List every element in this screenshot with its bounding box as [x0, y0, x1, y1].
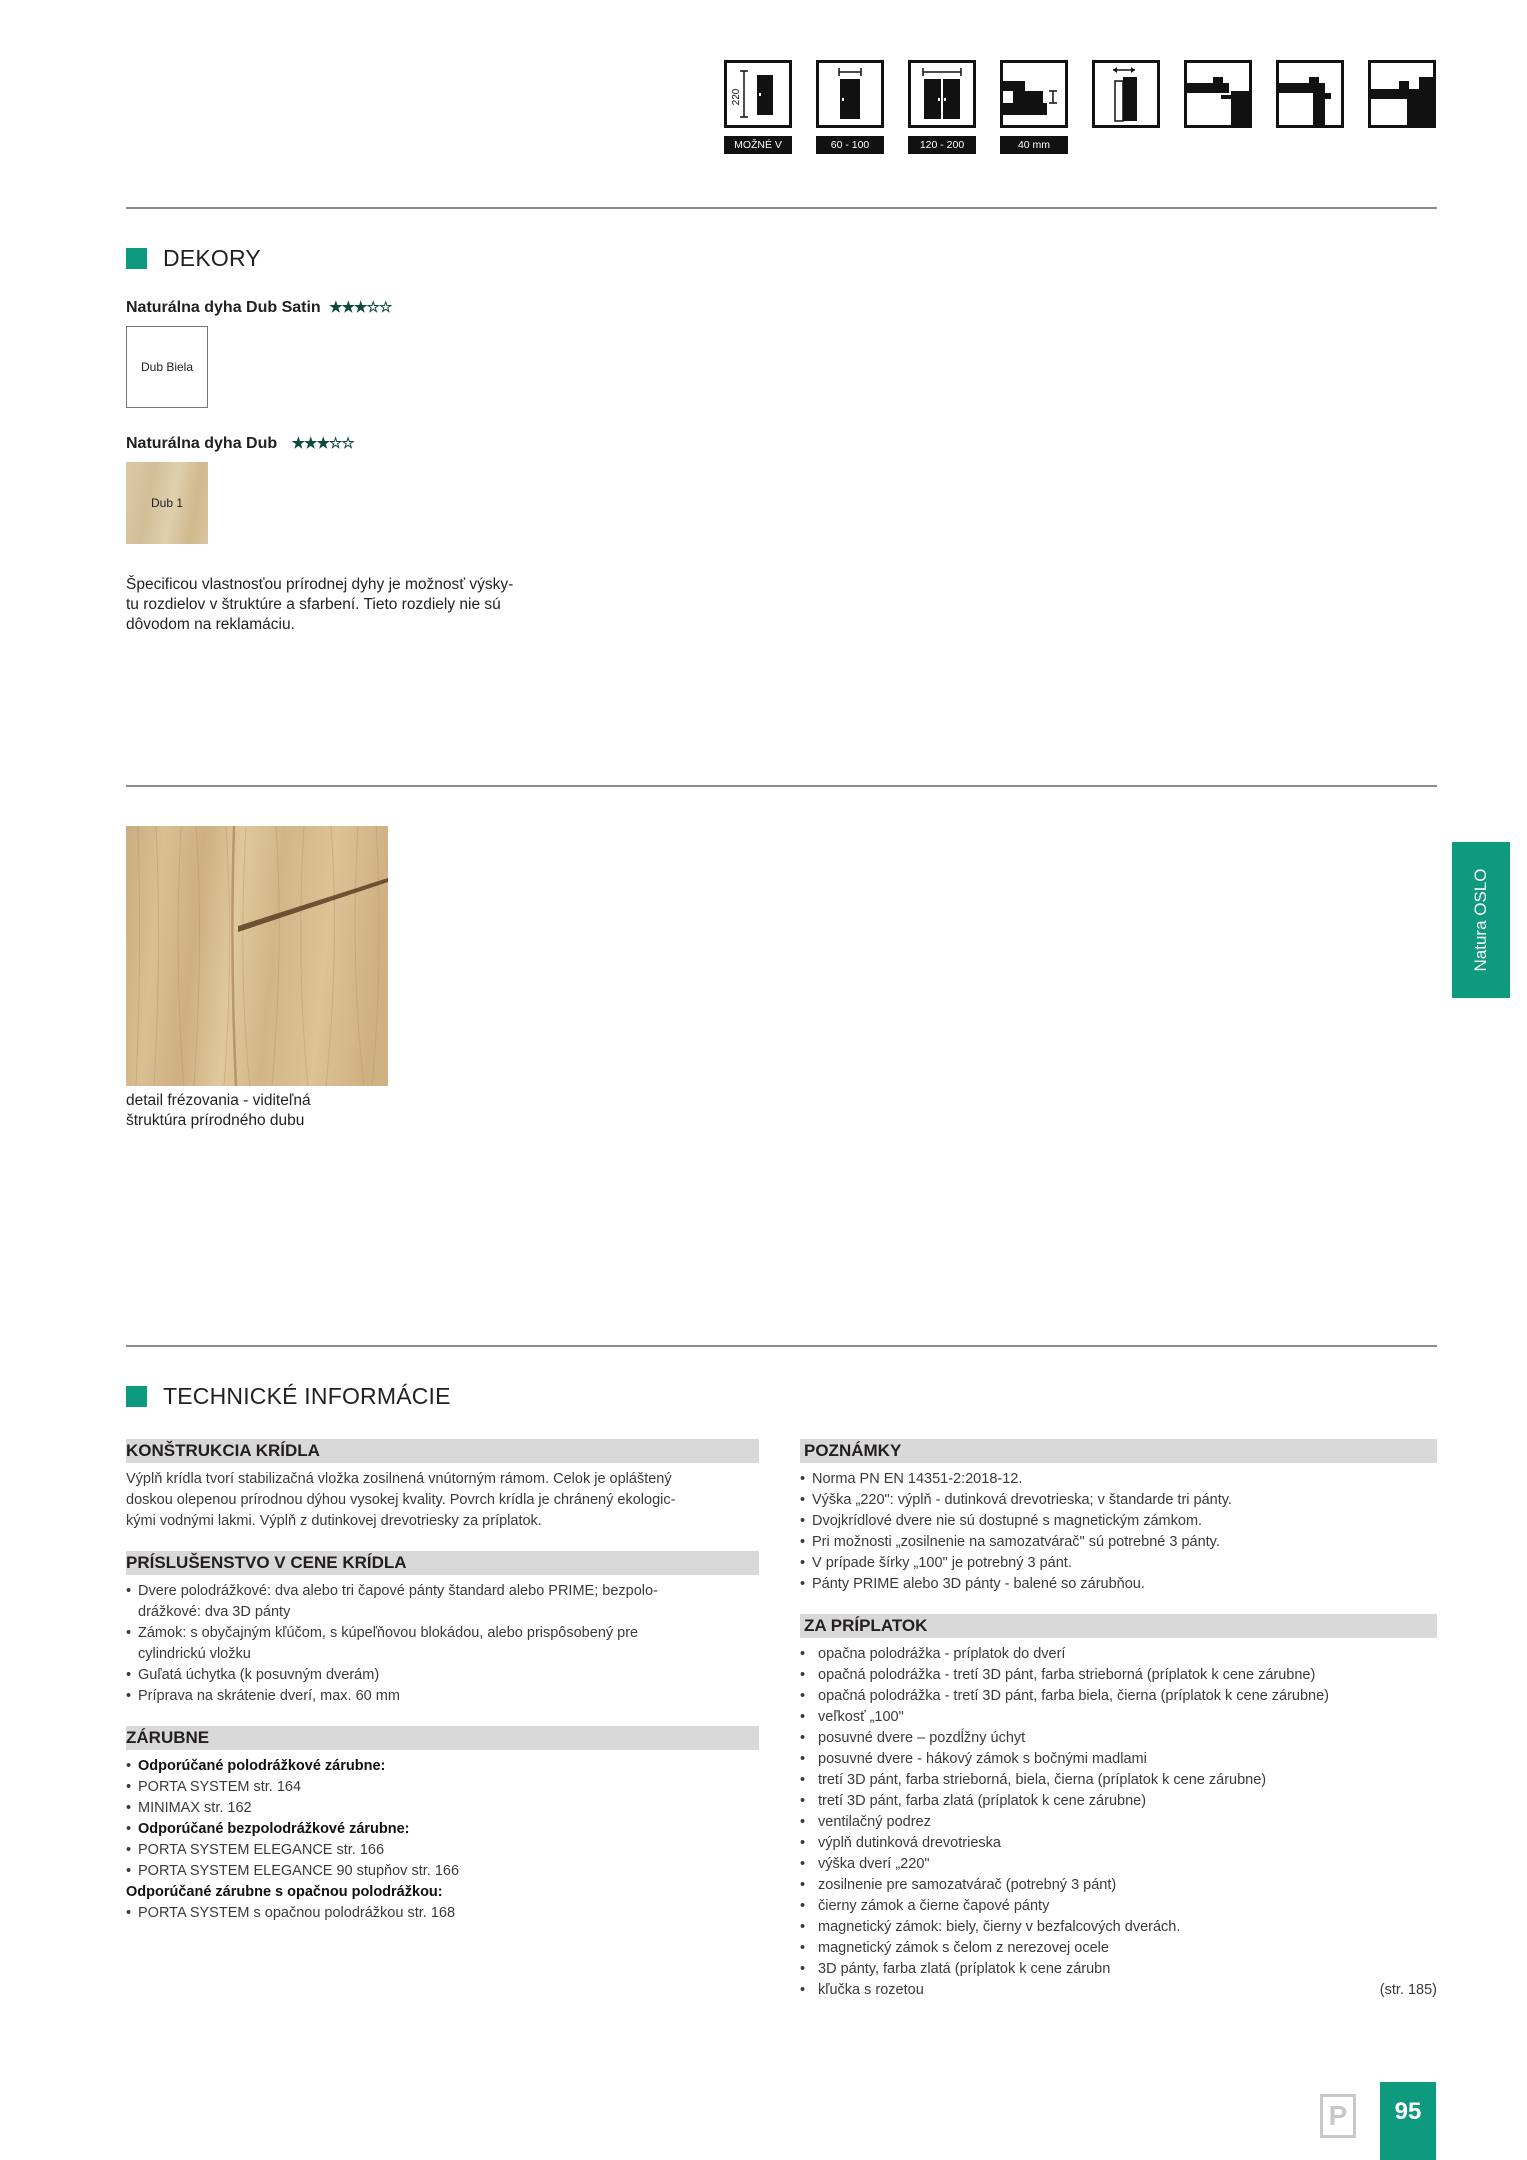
logo-letter: P — [1328, 2100, 1348, 2131]
konstrukcia-line: doskou olepenou prírodnou dýhou vysokej kvality. Povrch krídla je chránený ekologic- — [126, 1492, 676, 1508]
list-item — [126, 1882, 766, 1903]
list-item-text: Odporúčané zárubne s opačnou polodrážkou: — [126, 1884, 443, 1900]
height-value: 220 — [731, 88, 742, 106]
veneer-note-line: dôvodom na reklamáciu. — [126, 616, 295, 633]
konstrukcia-line: kými vodnými lakmi. Výplň z dutinkovej drevotriesky za príplatok. — [126, 1513, 542, 1529]
divider-middle — [126, 785, 1437, 787]
list-item: • čierny zámok a čierne čapové pánty — [800, 1896, 1437, 1917]
list-item: • veľkosť „100" — [800, 1707, 1437, 1728]
swatch-dub-1[interactable] — [126, 462, 208, 544]
subhead-poznamky: POZNÁMKY — [800, 1439, 1437, 1463]
icon-label-thickness: 40 mm — [1000, 136, 1068, 154]
list-item: • kľučka s rozetou — [800, 1980, 1437, 2001]
konstrukcia-text — [126, 1469, 766, 1532]
list-item: • magnetický zámok s čelom z nerezovej ocele — [800, 1938, 1437, 1959]
list-item: • opačná polodrážka - tretí 3D pánt, farba biela, čierna (príplatok k cene zárubne) — [800, 1686, 1437, 1707]
list-item — [126, 1819, 766, 1840]
section-marker-icon — [126, 248, 147, 269]
priplatok-list — [800, 1644, 1437, 2001]
section-dekory — [126, 245, 261, 272]
list-item: • Dvere polodrážkové: dva alebo tri čapové pánty štandard alebo PRIME; bezpolo- — [126, 1581, 766, 1602]
rebated-door-icon — [1184, 60, 1252, 128]
rating-stars-icon: ★★★☆☆ — [329, 299, 392, 316]
collection-side-tab — [1452, 842, 1510, 998]
icon-label-height: MOŽNÉ V 220 — [724, 136, 792, 154]
list-item: drážkové: dva 3D pánty — [138, 1604, 291, 1620]
veneer-note — [126, 575, 586, 635]
list-item: • V prípade šírky „100" je potrebný 3 pánt. — [800, 1553, 1440, 1574]
list-item: • 3D pánty, farba zlatá (príplatok k cene zárubn — [800, 1959, 1437, 1980]
list-item: • MINIMAX str. 162 — [126, 1798, 766, 1819]
prislusenstvo-list — [126, 1581, 766, 1707]
list-item-text: Odporúčané polodrážkové zárubne: — [138, 1758, 386, 1774]
list-item: • tretí 3D pánt, farba strieborná, biela, čierna (príplatok k cene zárubne) — [800, 1770, 1437, 1791]
list-item: • posuvné dvere – pozdĺžny úchyt — [800, 1728, 1437, 1749]
list-item: • Pri možnosti „zosilnenie na samozatvárač" sú potrebné 3 pánty. — [800, 1532, 1440, 1553]
list-item: • Príprava na skrátenie dverí, max. 60 mm — [126, 1686, 766, 1707]
section-title-dekory: DEKORY — [163, 245, 261, 271]
swatch-label: Dub Biela — [140, 360, 194, 374]
list-item — [126, 1756, 766, 1777]
detail-caption — [126, 1091, 446, 1131]
list-item: • Norma PN EN 14351-2:2018-12. — [800, 1469, 1440, 1490]
divider-top — [126, 207, 1437, 209]
door-double-width-icon — [908, 60, 976, 128]
list-item: • PORTA SYSTEM ELEGANCE 90 stupňov str. 166 — [126, 1861, 766, 1882]
decor-group-name: Naturálna dyha Dub — [126, 435, 278, 452]
list-item: • PORTA SYSTEM str. 164 — [126, 1777, 766, 1798]
decor-group-name: Naturálna dyha Dub Satin — [126, 299, 321, 316]
veneer-note-line: tu rozdielov v štruktúre a sfarbení. Tieto rozdiely nie sú — [126, 596, 501, 613]
door-height-icon — [724, 60, 792, 128]
list-item: • magnetický zámok: biely, čierny v bezfalcových dverách. — [800, 1917, 1437, 1938]
list-item: • výška dverí „220" — [800, 1854, 1437, 1875]
decor-group-title — [126, 434, 354, 453]
thickness-icon — [1000, 60, 1068, 128]
frame-rebate-icon — [1092, 60, 1160, 128]
icon-label-single-width: 60 - 100 — [816, 136, 884, 154]
swatch-label: Dub 1 — [150, 496, 184, 510]
divider-bottom — [126, 1345, 1437, 1347]
list-item-text: Odporúčané bezpolodrážkové zárubne: — [138, 1821, 410, 1837]
subhead-konstrukcia: KONŠTRUKCIA KRÍDLA — [126, 1439, 759, 1463]
porta-logo-icon — [1320, 2094, 1356, 2138]
subhead-priplatok: ZA PRÍPLATOK — [800, 1614, 1437, 1638]
page-reference: (str. 185) — [1379, 1982, 1437, 1998]
list-item: • výplň dutinková drevotrieska — [800, 1833, 1437, 1854]
detail-caption-line: štruktúra prírodného dubu — [126, 1112, 305, 1129]
list-item: • opačná polodrážka - tretí 3D pánt, farba strieborná (príplatok k cene zárubne) — [800, 1665, 1437, 1686]
non-rebated-door-icon — [1368, 60, 1436, 128]
swatch-dub-biela[interactable] — [126, 326, 208, 408]
wood-detail-photo — [126, 826, 388, 1086]
section-marker-icon — [126, 1386, 147, 1407]
list-item: • Dvojkrídlové dvere nie sú dostupné s magnetickým zámkom. — [800, 1511, 1440, 1532]
section-title-technical: TECHNICKÉ INFORMÁCIE — [163, 1383, 451, 1409]
rebated-door-2-icon — [1276, 60, 1344, 128]
poznamky-list — [800, 1469, 1440, 1595]
list-item: • opačna polodrážka - príplatok do dverí — [800, 1644, 1437, 1665]
veneer-note-line: Špecificou vlastnosťou prírodnej dyhy je možnosť výsky- — [126, 576, 514, 593]
list-item: cylindrickú vložku — [138, 1646, 251, 1662]
section-technical — [126, 1383, 451, 1410]
list-item: • zosilnenie pre samozatvárač (potrebný 3 pánt) — [800, 1875, 1437, 1896]
list-item: • posuvné dvere - hákový zámok s bočnými madlami — [800, 1749, 1437, 1770]
konstrukcia-line: Výplň krídla tvorí stabilizačná vložka zosilnená vnútorným rámom. Celok je opláštený — [126, 1471, 672, 1487]
collection-side-tab-label: Natura OSLO — [1471, 868, 1490, 972]
icon-label-double-width: 120 - 200 — [908, 136, 976, 154]
detail-caption-line: detail frézovania - viditeľná — [126, 1092, 311, 1109]
decor-group-title — [126, 298, 391, 317]
list-item: • Zámok: s obyčajným kľúčom, s kúpeľňovou blokádou, alebo prispôsobený pre — [126, 1623, 766, 1644]
list-item: • ventilačný podrez — [800, 1812, 1437, 1833]
subhead-prislusenstvo: PRÍSLUŠENSTVO V CENE KRÍDLA — [126, 1551, 759, 1575]
list-item: • Pánty PRIME alebo 3D pánty - balené so zárubňou. — [800, 1574, 1440, 1595]
list-item: • Guľatá úchytka (k posuvným dverám) — [126, 1665, 766, 1686]
zarubne-list — [126, 1756, 766, 1924]
door-single-width-icon — [816, 60, 884, 128]
rating-stars-icon: ★★★☆☆ — [291, 435, 354, 452]
list-item: • PORTA SYSTEM s opačnou polodrážkou str. 168 — [126, 1903, 766, 1924]
list-item: • PORTA SYSTEM ELEGANCE str. 166 — [126, 1840, 766, 1861]
list-item: • tretí 3D pánt, farba zlatá (príplatok k cene zárubne) — [800, 1791, 1437, 1812]
list-item: • Výška „220": výplň - dutinková drevotrieska; v štandarde tri pánty. — [800, 1490, 1440, 1511]
page-number: 95 — [1380, 2082, 1436, 2160]
subhead-zarubne: ZÁRUBNE — [126, 1726, 759, 1750]
